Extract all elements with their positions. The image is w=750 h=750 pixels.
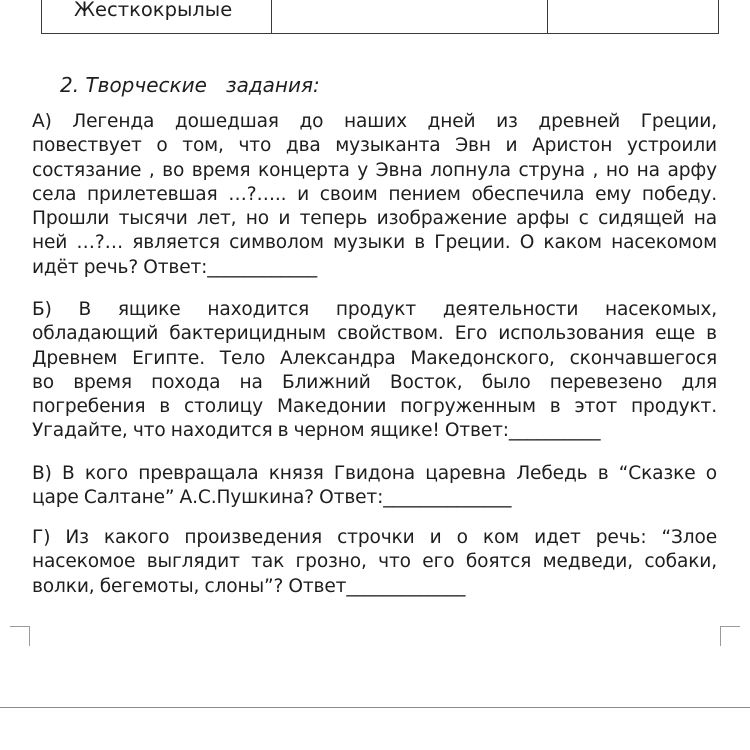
table-cell-empty <box>271 0 548 33</box>
task-v-paragraph <box>32 462 717 511</box>
text-line: повествует о том, что два музыканта Эвн и Аристон устроили <box>32 135 717 157</box>
task-g-paragraph <box>32 526 717 599</box>
text-line: А) Легенда дошедшая до наших дней из древней Греции, <box>32 111 717 132</box>
text-line: ней …?… является символом музыки в Греции. О каком насекомом <box>32 232 717 254</box>
section-heading: 2. Творческие задания: <box>60 73 320 97</box>
text-line: идёт речь? Ответ:____________ <box>32 256 318 278</box>
table-cell-text: Жесткокрылые <box>74 0 233 21</box>
text-line: волки, бегемоты, слоны”? Ответ_____________ <box>32 575 466 597</box>
text-line: села прилетевшая …?….. и своим пением обеспечила ему победу. <box>32 183 717 205</box>
text-line: Угадайте, что находится в черном ящике! Ответ:__________ <box>32 420 601 442</box>
text-line: Г) Из какого произведения строчки и о ком идет речь: “Злое <box>32 527 717 548</box>
text-line: В) В кого превращала князя Гвидона царевна Лебедь в “Сказке о <box>32 463 717 484</box>
text-line: состязание , во время концерта у Эвна лопнула струна , но на арфу <box>32 159 717 181</box>
text-line: царе Салтане” А.С.Пушкина? Ответ:______________ <box>32 487 512 509</box>
page-bottom-line <box>0 707 750 708</box>
task-a-paragraph <box>32 110 717 280</box>
text-line: во время похода на Ближний Восток, было перевезено для <box>32 371 717 393</box>
page-corner-mark-left <box>10 626 30 646</box>
insect-table-bottom-row <box>41 0 719 34</box>
task-b-paragraph <box>32 298 717 444</box>
text-line: Прошли тысячи лет, но и теперь изображение арфы с сидящей на <box>32 208 717 230</box>
table-cell-order-name <box>42 0 272 33</box>
text-line: Б) В ящике находится продукт деятельности насекомых, <box>32 299 717 320</box>
page-corner-mark-right <box>720 626 740 646</box>
text-line: погребения в столицу Македонии погруженным в этот продукт. <box>32 396 717 418</box>
text-line: обладающий бактерицидным свойством. Его использования еще в <box>32 323 717 345</box>
text-line: насекомое выглядит так грозно, что его боятся медведи, собаки, <box>32 551 717 573</box>
text-line: Древнем Египте. Тело Александра Македонского, скончавшегося <box>32 347 717 369</box>
